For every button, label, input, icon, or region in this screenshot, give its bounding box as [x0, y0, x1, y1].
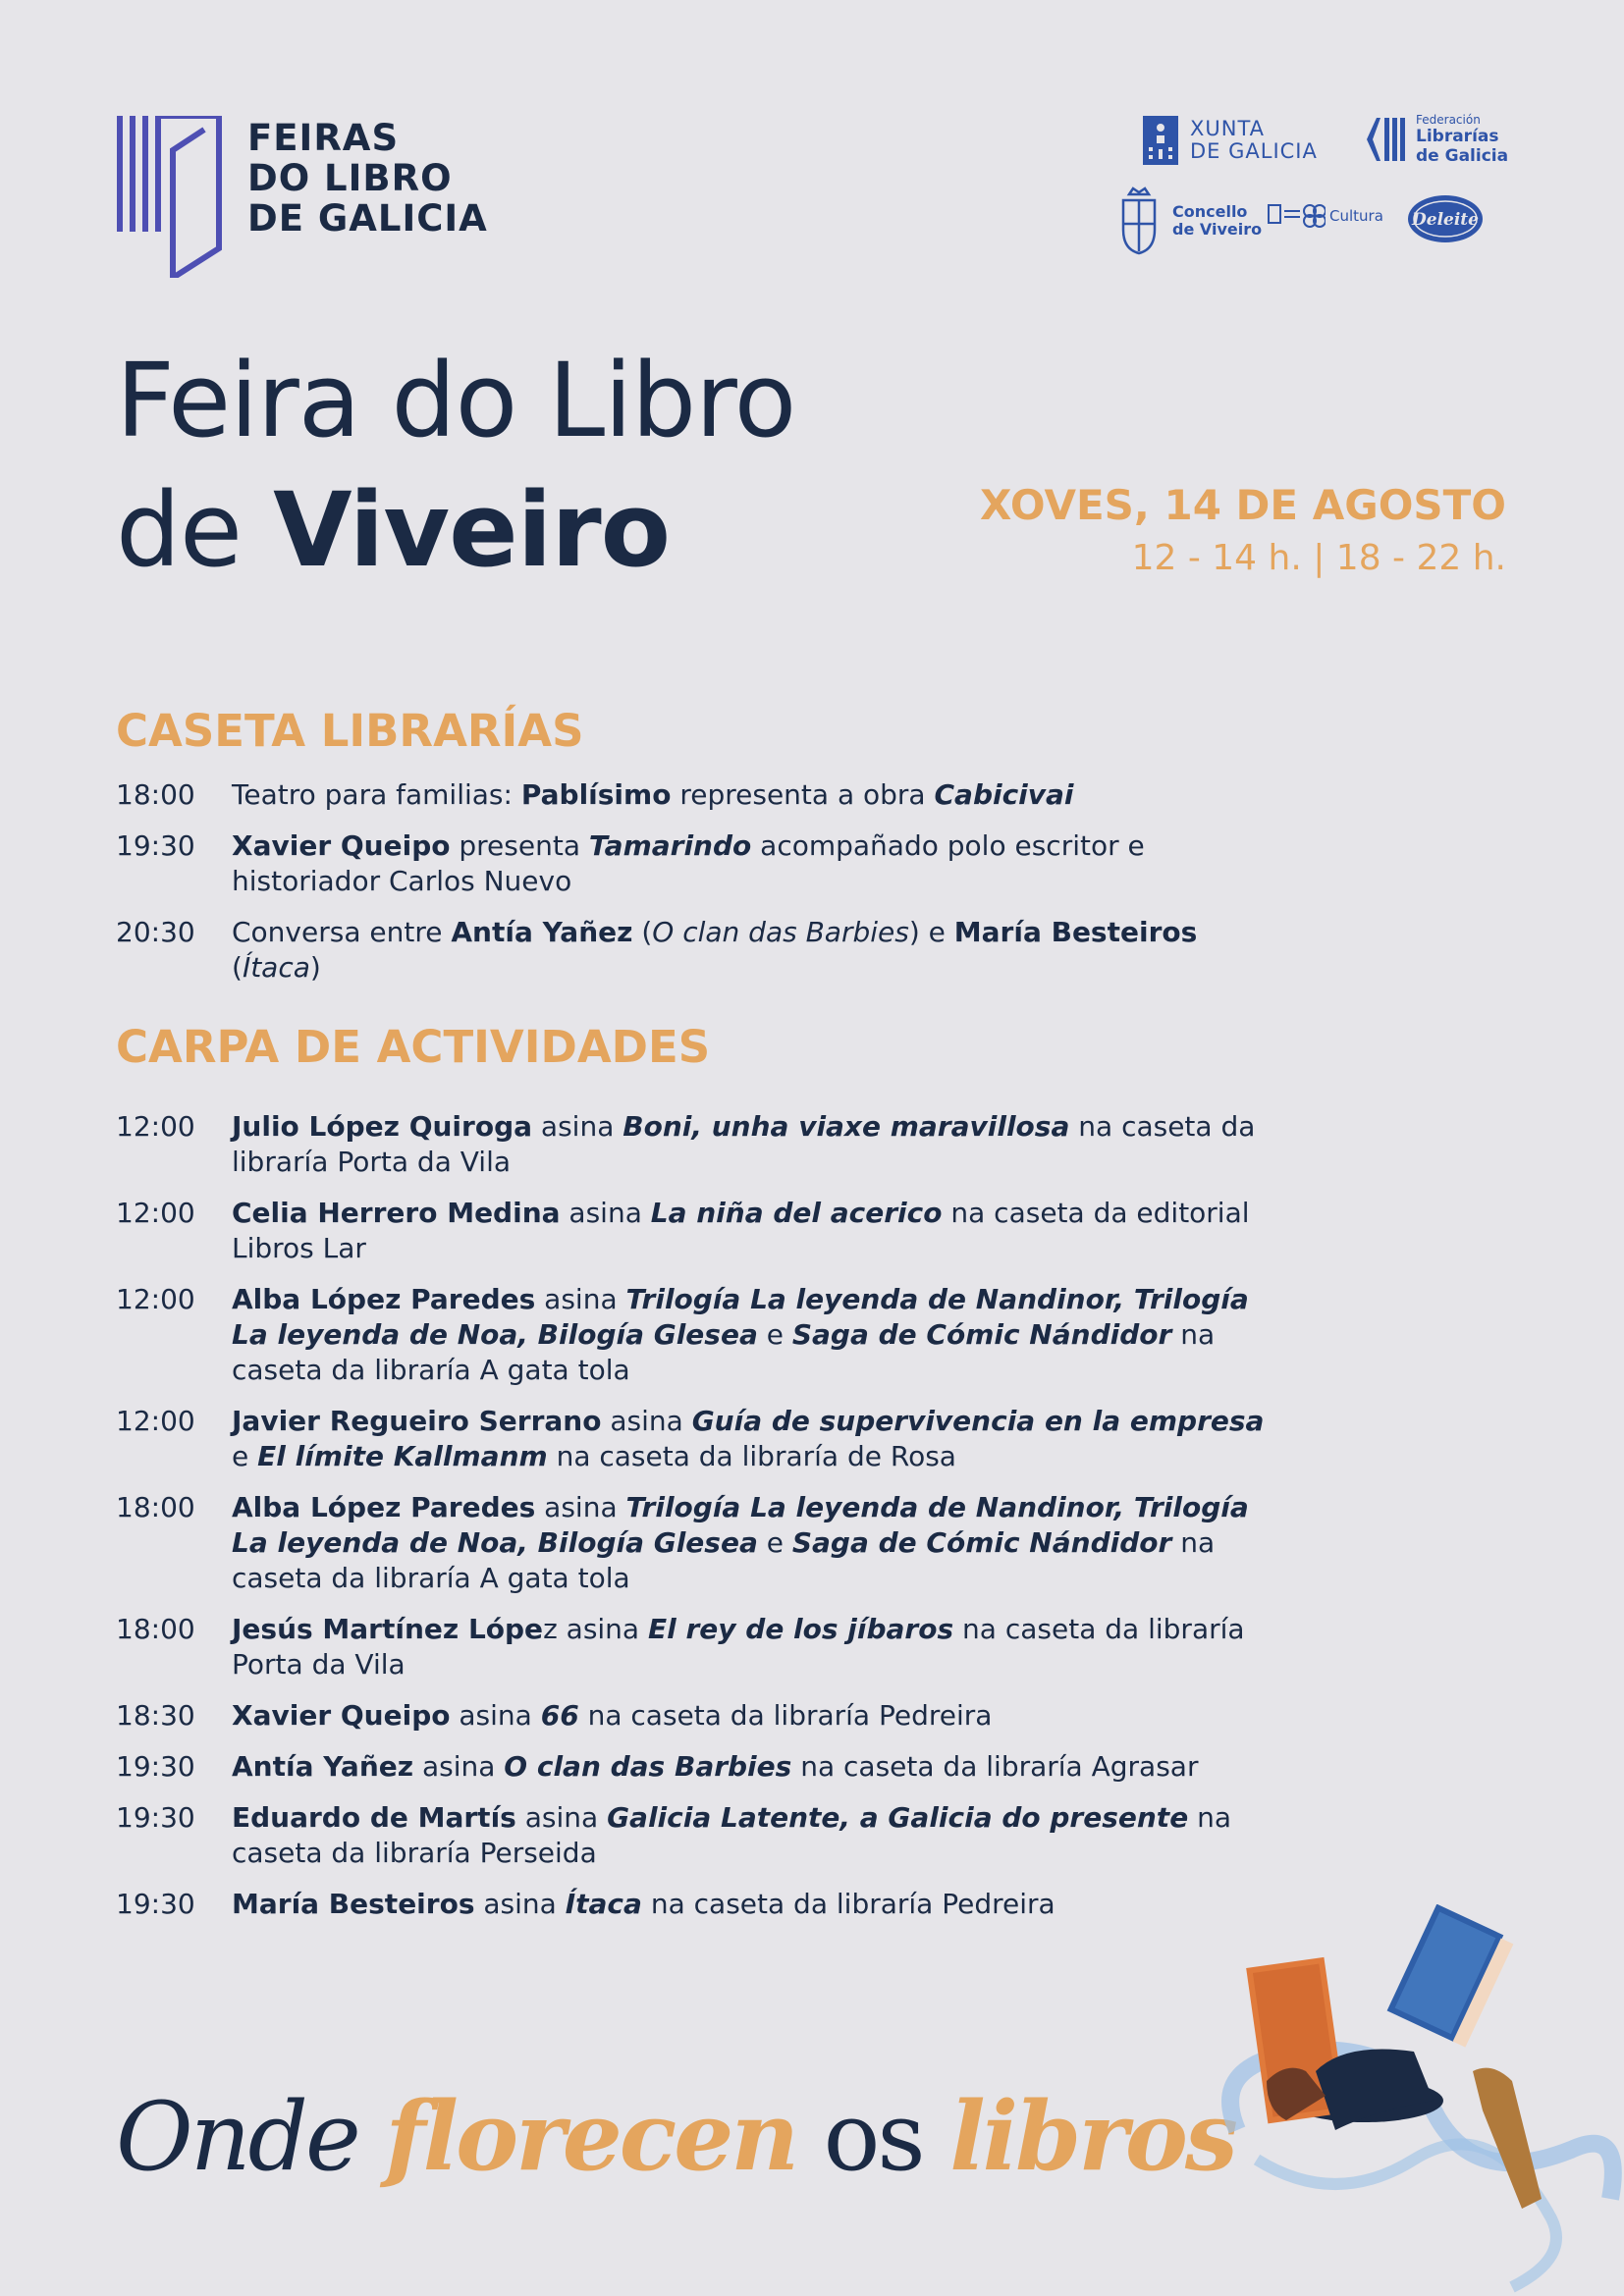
- deleite-logo: [1406, 191, 1485, 246]
- description-segment: 66: [540, 1699, 579, 1732]
- schedule-row: [116, 1887, 1392, 1922]
- description-segment: El rey de los jíbaros: [648, 1613, 954, 1645]
- schedule-description: [232, 1109, 1272, 1180]
- description-segment: Antía Yañez: [232, 1750, 414, 1783]
- schedule-description: [232, 1749, 1272, 1785]
- description-segment: na caseta da libraría Pedreira: [641, 1888, 1056, 1920]
- description-segment: Celia Herrero Medina: [232, 1197, 561, 1229]
- event-hours: 12 - 14 h. | 18 - 22 h.: [1131, 538, 1506, 578]
- description-segment: asina: [474, 1888, 566, 1920]
- description-segment: asina: [535, 1491, 626, 1523]
- schedule-row: [116, 1196, 1392, 1266]
- deputacion-emblem-icon: [1267, 201, 1326, 231]
- tagline: Onde florecen os libros: [116, 2081, 1235, 2192]
- description-segment: na caseta da libraría Porta da Vila: [232, 1110, 1256, 1178]
- description-segment: representa a obra: [671, 778, 935, 811]
- description-segment: Saga de Cómic Nándidor: [791, 1318, 1172, 1351]
- schedule-description: [232, 1698, 1272, 1734]
- description-segment: Pablísimo: [520, 778, 672, 811]
- description-segment: e: [757, 1526, 792, 1559]
- description-segment: Cabicivai: [934, 778, 1074, 811]
- description-segment: e: [757, 1318, 792, 1351]
- schedule-description: [232, 1404, 1272, 1474]
- schedule-time: 18:30: [116, 1699, 195, 1732]
- schedule-time: 18:00: [116, 778, 195, 811]
- description-segment: Eduardo de Martís: [232, 1801, 516, 1834]
- description-segment: ): [309, 951, 321, 984]
- schedule-row: [116, 1749, 1392, 1785]
- schedule-description: [232, 1887, 1272, 1922]
- description-segment: na caseta da libraría Pedreira: [578, 1699, 993, 1732]
- schedule-row: [116, 1612, 1392, 1682]
- schedule-description: [232, 1282, 1272, 1388]
- schedule-description: [232, 1800, 1272, 1871]
- schedule-row: [116, 1490, 1392, 1596]
- description-segment: na caseta da libraría Porta da Vila: [232, 1613, 1245, 1681]
- description-segment: María Besteiros: [232, 1888, 475, 1920]
- description-segment: Alba López Paredes: [232, 1283, 536, 1315]
- description-segment: Teatro para familias:: [232, 778, 521, 811]
- schedule-time: 12:00: [116, 1110, 195, 1143]
- schedule-description: [232, 1612, 1272, 1682]
- feiras-logo-wordmark: FEIRAS DO LIBRO DE GALICIA: [247, 117, 488, 240]
- schedule-time: 19:30: [116, 1888, 195, 1920]
- description-segment: acompañado polo escritor e historiador Carlos Nuevo: [232, 829, 1145, 897]
- description-segment: e: [232, 1440, 258, 1472]
- carpa-schedule: [116, 1109, 1392, 1938]
- schedule-time: 12:00: [116, 1405, 195, 1437]
- description-segment: María Besteiros: [953, 916, 1198, 948]
- description-segment: na caseta da libraría de Rosa: [547, 1440, 956, 1472]
- description-segment: presenta: [450, 829, 589, 862]
- schedule-time: 20:30: [116, 916, 195, 948]
- schedule-row: [116, 1698, 1392, 1734]
- description-segment: na caseta da libraría A gata tola: [232, 1526, 1216, 1594]
- schedule-time: 19:30: [116, 1750, 195, 1783]
- description-segment: Tamarindo: [588, 829, 752, 862]
- description-segment: Alba López Paredes: [232, 1491, 536, 1523]
- schedule-description: [232, 828, 1272, 899]
- description-segment: Boni, unha viaxe maravillosa: [623, 1110, 1070, 1143]
- description-segment: Javier Regueiro Serrano: [232, 1405, 602, 1437]
- description-segment: Trilogía La leyenda de Nandinor, Trilogía La leyenda de Noa, Bilogía Glesea: [232, 1491, 1249, 1559]
- concello-shield-icon: [1119, 187, 1159, 255]
- schedule-row: [116, 1282, 1392, 1388]
- description-segment: na caseta da libraría Agrasar: [791, 1750, 1199, 1783]
- xunta-emblem-icon: [1143, 116, 1178, 165]
- description-segment: Saga de Cómic Nándidor: [791, 1526, 1172, 1559]
- schedule-description: [232, 1196, 1272, 1266]
- description-segment: Guía de supervivencia en la empresa: [691, 1405, 1265, 1437]
- svg-text:Deleite: Deleite: [1412, 210, 1479, 230]
- description-segment: O clan das Barbies: [652, 916, 909, 948]
- description-segment: Conversa entre: [232, 916, 452, 948]
- schedule-description: [232, 1490, 1272, 1596]
- description-segment: La niña del acerico: [650, 1197, 943, 1229]
- caseta-schedule: [116, 777, 1392, 1001]
- books-illustration: [1218, 1904, 1624, 2296]
- description-segment: Galicia Latente, a Galicia do presente: [607, 1801, 1189, 1834]
- concello-viveiro-logo: Concello de Viveiro: [1119, 187, 1262, 255]
- schedule-row: [116, 1404, 1392, 1474]
- feiras-logo-icon: [116, 116, 224, 278]
- description-segment: O clan das Barbies: [504, 1750, 792, 1783]
- description-segment: asina: [560, 1197, 651, 1229]
- description-segment: asina: [413, 1750, 505, 1783]
- page-title: Feira do Libro de Viveiro: [116, 341, 796, 590]
- federacion-bars-icon: [1367, 114, 1406, 165]
- description-segment: Trilogía La leyenda de Nandinor, Trilogía La leyenda de Noa, Bilogía Glesea: [232, 1283, 1249, 1351]
- description-segment: asina: [515, 1801, 608, 1834]
- schedule-row: [116, 777, 1392, 813]
- federacion-librarias-logo: Federación Librarías de Galicia: [1367, 113, 1508, 166]
- description-segment: Ítaca: [242, 951, 310, 984]
- description-segment: asina: [601, 1405, 692, 1437]
- description-segment: na caseta da libraría Perseida: [232, 1801, 1231, 1869]
- description-segment: Ítaca: [565, 1888, 642, 1920]
- description-segment: Antía Yañez: [451, 916, 633, 948]
- description-segment: na caseta da libraría A gata tola: [232, 1318, 1216, 1386]
- caseta-section-title: CASETA LIBRARÍAS: [116, 705, 584, 757]
- schedule-time: 12:00: [116, 1283, 195, 1315]
- schedule-description: [232, 915, 1272, 986]
- description-segment: asina: [532, 1110, 623, 1143]
- deputacion-lugo-logo: Cultura: [1267, 201, 1383, 231]
- event-date: XOVES, 14 DE AGOSTO: [979, 481, 1506, 529]
- schedule-description: [232, 777, 1272, 813]
- schedule-time: 12:00: [116, 1197, 195, 1229]
- description-segment: asina: [535, 1283, 626, 1315]
- schedule-time: 18:00: [116, 1613, 195, 1645]
- description-segment: (: [232, 951, 243, 984]
- carpa-section-title: CARPA DE ACTIVIDADES: [116, 1021, 711, 1073]
- description-segment: El límite Kallmanm: [257, 1440, 548, 1472]
- description-segment: Julio López Quiroga: [232, 1110, 533, 1143]
- description-segment: Xavier Queipo: [232, 829, 451, 862]
- description-segment: na caseta da editorial Libros Lar: [232, 1197, 1250, 1264]
- description-segment: Jesús Martínez Lópe: [232, 1613, 544, 1645]
- schedule-time: 19:30: [116, 1801, 195, 1834]
- schedule-row: [116, 915, 1392, 986]
- schedule-time: 19:30: [116, 829, 195, 862]
- schedule-time: 18:00: [116, 1491, 195, 1523]
- description-segment: ) e: [908, 916, 954, 948]
- schedule-row: [116, 1109, 1392, 1180]
- schedule-row: [116, 1800, 1392, 1871]
- description-segment: (: [632, 916, 653, 948]
- description-segment: z asina: [543, 1613, 648, 1645]
- xunta-logo: XUNTA DE GALICIA: [1143, 116, 1318, 165]
- schedule-row: [116, 828, 1392, 899]
- description-segment: asina: [450, 1699, 541, 1732]
- description-segment: Xavier Queipo: [232, 1699, 451, 1732]
